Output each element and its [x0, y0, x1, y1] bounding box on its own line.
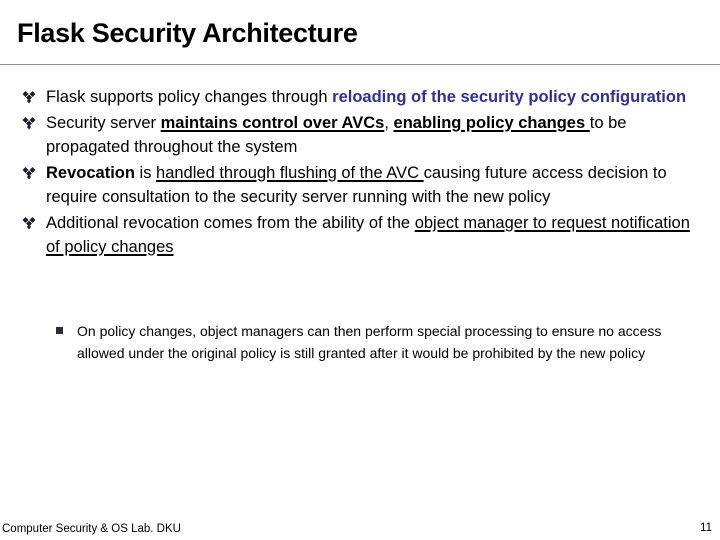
bullet-text: , [384, 114, 394, 132]
bullet-item [22, 85, 692, 109]
emphasis-text: Revocation [46, 164, 135, 182]
bullet-text: to be propagated throughout the system [46, 114, 627, 156]
diamond-bullet-icon [22, 116, 36, 130]
bullet-list [22, 85, 692, 261]
bullet-item [22, 161, 692, 209]
emphasis-text: enabling policy changes [393, 114, 590, 132]
emphasis-text: reloading of the security policy configuration [332, 88, 687, 106]
sub-bullet-list [56, 320, 696, 364]
sub-bullet-item [56, 320, 696, 364]
bullet-text: Additional revocation comes from the ability of the [46, 214, 415, 232]
emphasis-text: maintains control over AVCs [160, 114, 385, 132]
footer-lab-name: Computer Security & OS Lab. DKU [2, 523, 181, 535]
bullet-text: Flask supports policy changes through [46, 88, 333, 106]
bullet-text: is [134, 164, 157, 182]
bullet-text: Security server [46, 114, 161, 132]
page-number: 11 [700, 522, 712, 534]
title-divider [0, 64, 720, 65]
diamond-bullet-icon [22, 216, 36, 230]
diamond-bullet-icon [22, 166, 36, 180]
diamond-bullet-icon [22, 90, 36, 104]
bullet-text: causing future access decision to require consultation to the security server running with the new policy [46, 164, 667, 206]
slide-title: Flask Security Architecture [17, 18, 358, 48]
square-bullet-icon [56, 327, 63, 334]
sub-bullet-text: On policy changes, object managers can then perform special processing to ensure no access allowed under the original policy is still granted after it would be prohibited by the new policy [77, 323, 662, 361]
underlined-text: handled through flushing of the AVC [156, 164, 424, 182]
underlined-text: object manager to request notification of policy changes [46, 214, 690, 256]
bullet-item [22, 211, 692, 259]
bullet-item [22, 111, 692, 159]
